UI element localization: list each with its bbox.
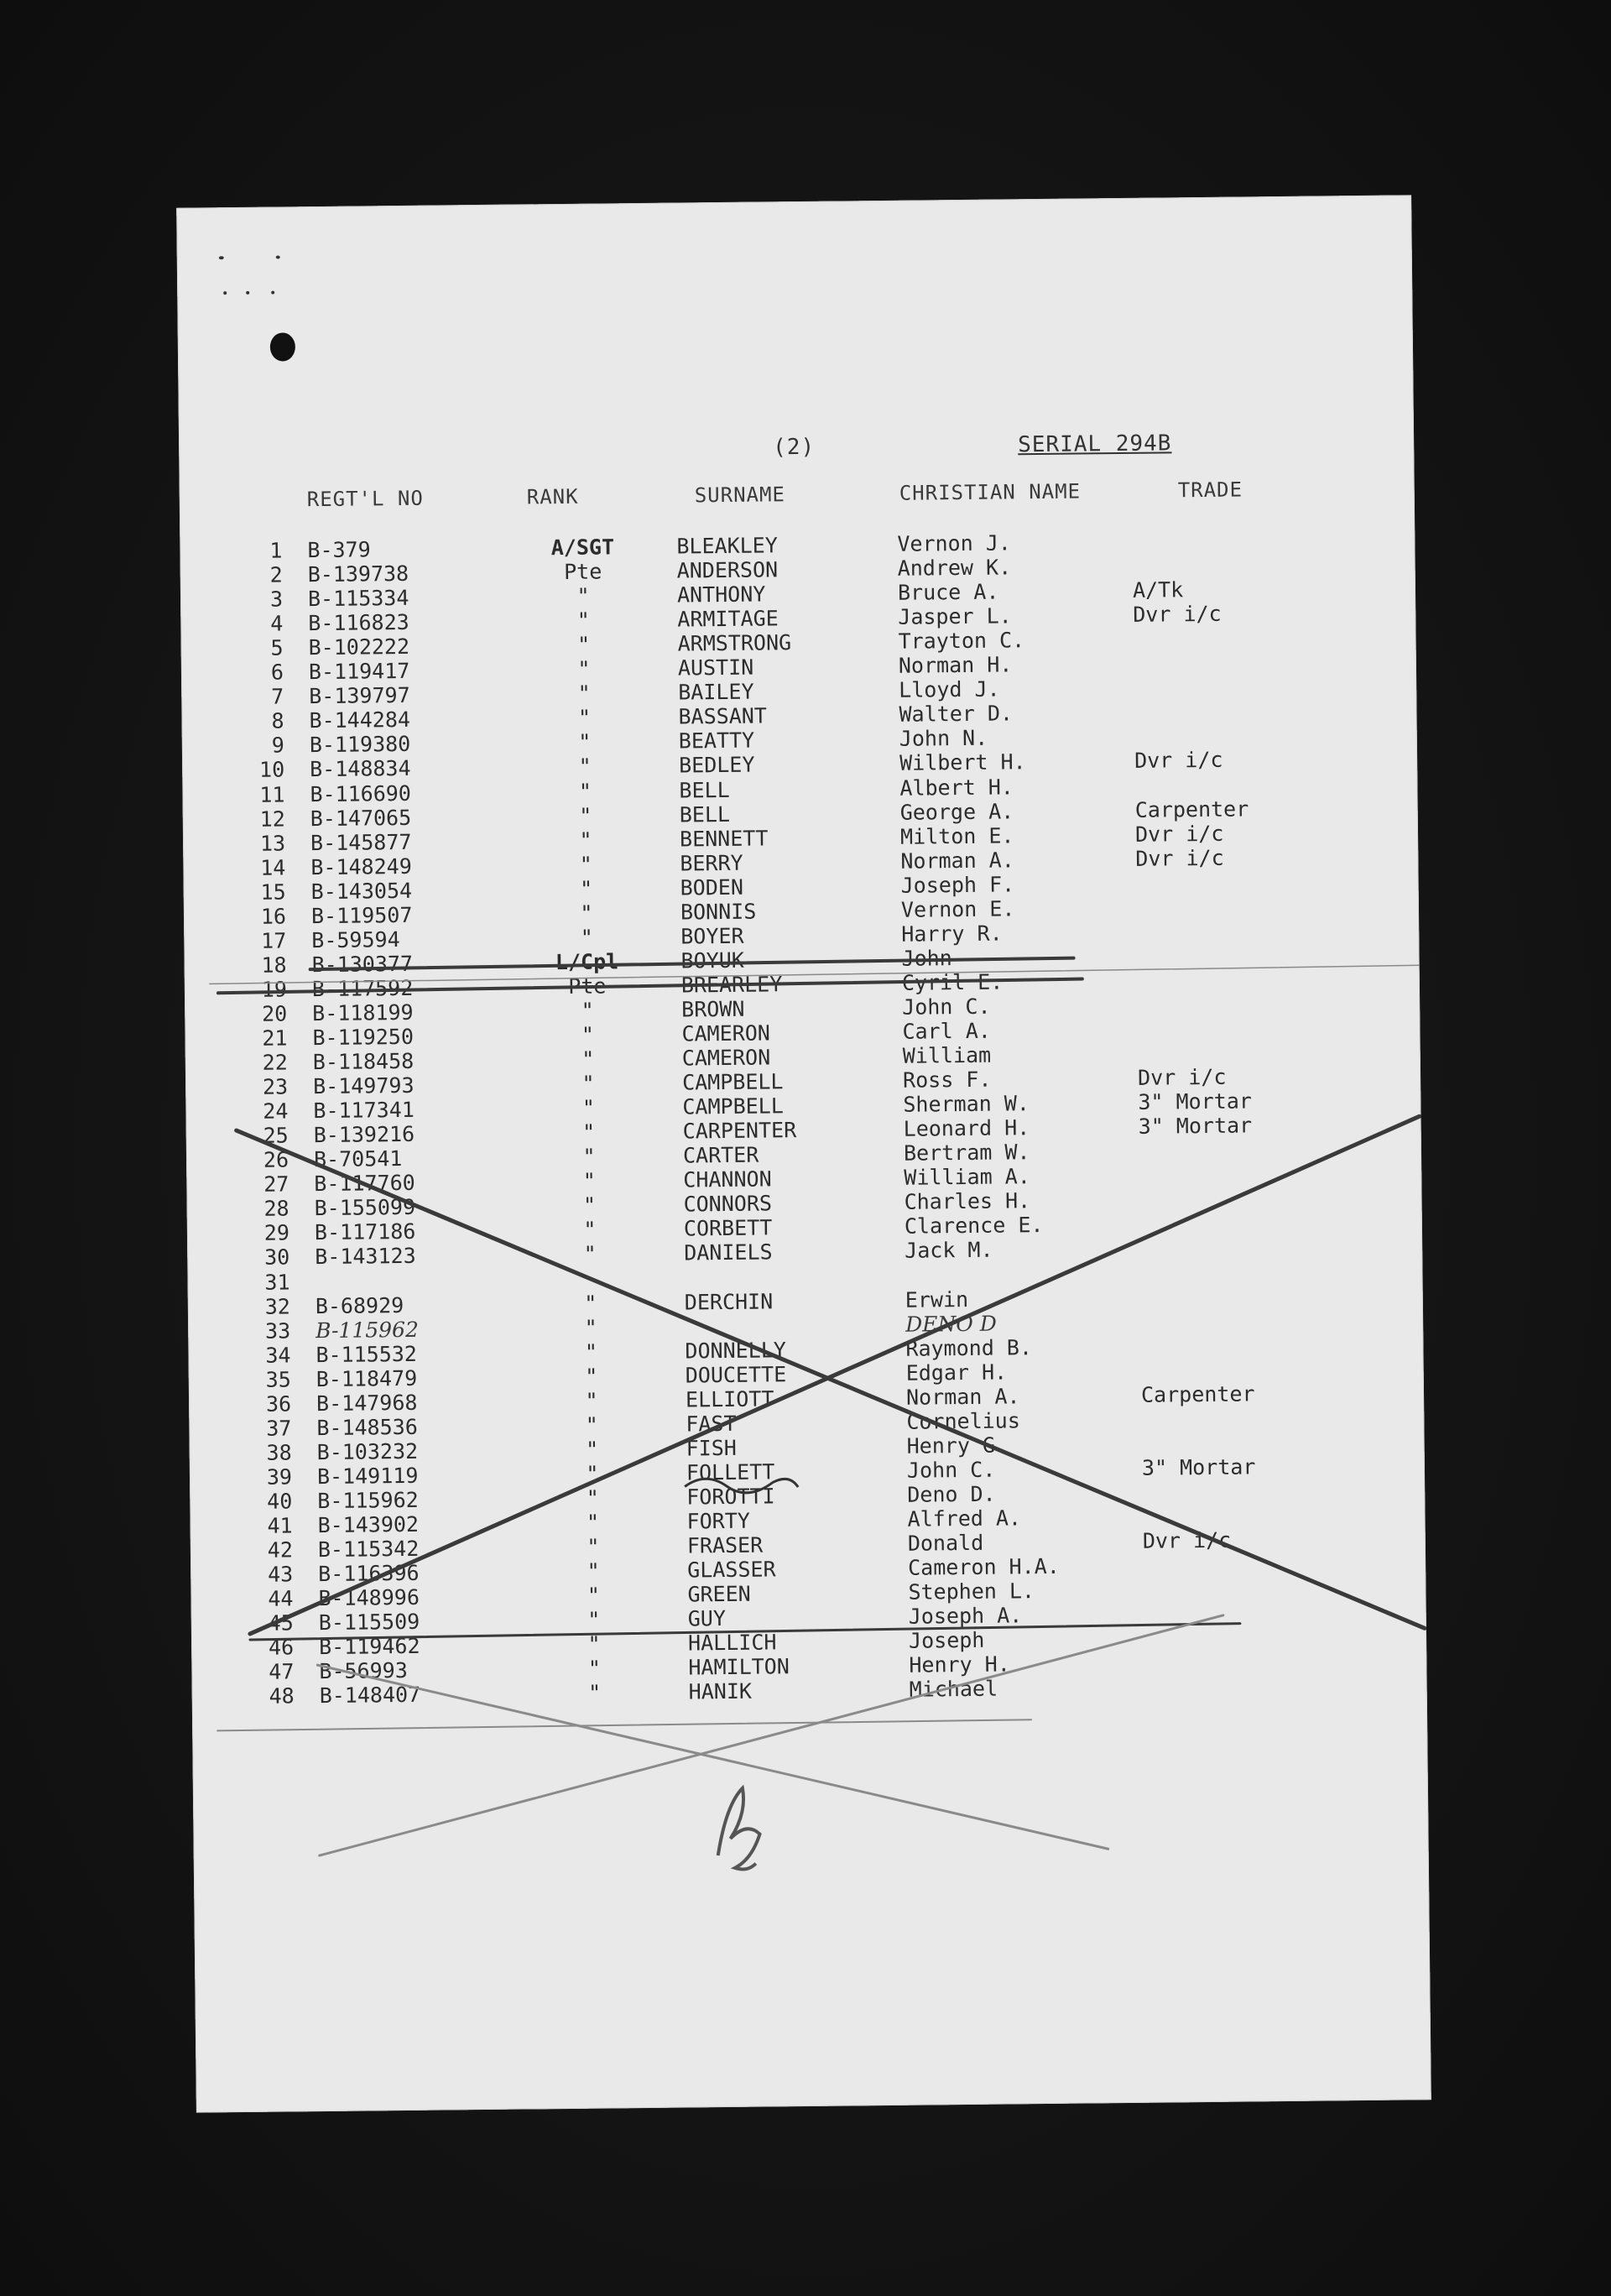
column-header-christian-name: CHRISTIAN NAME (899, 479, 1082, 505)
surname-cell: BONNIS (680, 899, 757, 925)
regt-no-cell: B-139797 (309, 683, 410, 709)
rank-cell: " (579, 852, 593, 877)
rank-cell: " (577, 681, 591, 707)
rank-cell: " (581, 1046, 595, 1072)
rank-cell: " (581, 1071, 595, 1096)
christian-name-cell: Andrew K. (897, 555, 1012, 581)
christian-name-cell: Deno D. (907, 1481, 996, 1507)
row-number: 47 (268, 1659, 295, 1685)
trade-cell: 3" Mortar (1138, 1088, 1252, 1114)
rank-cell: " (578, 779, 592, 804)
row-number: 13 (259, 831, 286, 856)
christian-name-cell: Joseph (908, 1628, 985, 1653)
surname-cell: ANDERSON (676, 557, 779, 583)
row-number: 24 (263, 1098, 289, 1124)
rank-cell: " (581, 998, 594, 1023)
rank-cell: " (582, 1144, 596, 1170)
row-number: 30 (263, 1245, 290, 1271)
surname-cell: HAMILTON (688, 1654, 790, 1680)
rank-cell: L/Cpl (555, 949, 619, 974)
rank-cell: " (586, 1510, 600, 1535)
handwritten-initial-mark (701, 1771, 777, 1889)
row-number: 33 (264, 1318, 291, 1344)
surname-cell: CHANNON (683, 1166, 772, 1192)
christian-name-cell: Cornelius (906, 1408, 1020, 1434)
regt-no-cell: B-119417 (308, 659, 410, 685)
speck-mark (246, 291, 249, 295)
row-number: 48 (268, 1683, 295, 1709)
surname-cell: FAST (686, 1411, 737, 1437)
regt-no-cell: B-115962 (317, 1487, 419, 1514)
rank-cell: " (580, 925, 593, 950)
surname-cell: FOROTTI (686, 1484, 775, 1510)
row-number: 6 (270, 660, 284, 685)
christian-name-cell: Norman A. (900, 847, 1014, 874)
trade-cell: Carpenter (1140, 1381, 1255, 1407)
rank-cell: " (587, 1583, 601, 1608)
regt-no-cell: B-117186 (314, 1219, 416, 1245)
surname-cell: CORBETT (683, 1215, 773, 1241)
nominal-roll-table (180, 526, 1415, 1709)
christian-name-cell: John (901, 945, 952, 971)
christian-name-cell: Vernon J. (897, 530, 1012, 556)
christian-name-cell: Harry R. (901, 921, 1003, 947)
christian-name-cell: Erwin (905, 1286, 969, 1312)
surname-cell: CAMPBELL (681, 1069, 784, 1095)
rule-line (217, 1719, 1031, 1730)
christian-name-cell: John C. (906, 1457, 996, 1483)
row-number: 42 (267, 1537, 294, 1563)
surname-cell: BLEAKLEY (676, 533, 778, 559)
row-number: 5 (270, 635, 284, 660)
christian-name-cell: Michael (909, 1676, 998, 1703)
rank-cell: " (584, 1339, 598, 1365)
rank-cell: " (579, 803, 592, 828)
rank-cell: " (576, 632, 591, 657)
surname-cell: GLASSER (687, 1557, 776, 1583)
regt-no-cell: B-148834 (310, 756, 411, 782)
row-number: 29 (263, 1220, 290, 1246)
row-number: 44 (268, 1586, 294, 1611)
rank-cell: " (585, 1412, 599, 1438)
regt-no-cell: B-144284 (309, 707, 411, 733)
column-header-surname: SURNAME (694, 483, 786, 508)
surname-cell: BAILEY (678, 679, 754, 705)
rank-cell: " (581, 1022, 595, 1047)
christian-name-cell: Cyril E. (901, 969, 1004, 995)
regt-no-cell: B-143902 (317, 1511, 420, 1538)
rank-cell: " (587, 1534, 600, 1559)
christian-name-cell: George A. (899, 798, 1014, 825)
row-number: 22 (262, 1050, 288, 1075)
christian-name-cell: John C. (902, 994, 991, 1020)
regt-no-cell: B-119462 (318, 1634, 420, 1660)
row-number: 3 (269, 587, 284, 612)
rank-cell: Pte (563, 559, 602, 585)
christian-name-cell: Alfred A. (907, 1505, 1022, 1532)
surname-cell: AUSTIN (677, 655, 754, 681)
row-number: 17 (261, 928, 287, 953)
surname-cell: BEATTY (678, 728, 755, 754)
regt-no-cell: B-119507 (310, 902, 413, 928)
regt-no-cell: B-155099 (314, 1195, 416, 1221)
trade-cell: Dvr i/c (1133, 601, 1222, 627)
regt-no-cell: B-102222 (308, 634, 410, 660)
regt-no-cell: B-115532 (315, 1341, 418, 1367)
surname-cell: ARMSTRONG (677, 630, 792, 656)
row-number: 12 (259, 806, 285, 832)
christian-name-cell: Lloyd J. (899, 676, 1000, 703)
trade-cell: Dvr i/c (1142, 1527, 1232, 1553)
row-number: 41 (267, 1513, 293, 1538)
regt-no-cell: B-118479 (315, 1365, 418, 1391)
christian-name-cell: Raymond B. (905, 1334, 1033, 1361)
surname-cell: CAMERON (681, 1020, 771, 1046)
row-number: 28 (263, 1196, 289, 1222)
surname-cell: DANIELS (684, 1239, 773, 1265)
row-number: 43 (267, 1562, 294, 1587)
surname-cell: CAMERON (681, 1045, 771, 1071)
surname-cell: BOYER (680, 923, 744, 949)
row-number: 21 (262, 1025, 288, 1051)
regt-no-cell: B-59594 (311, 926, 400, 952)
row-number: 26 (263, 1147, 289, 1172)
christian-name-cell: Albert H. (899, 774, 1014, 801)
christian-name-cell: DENO D (905, 1311, 997, 1337)
regt-no-cell: B-117760 (314, 1171, 415, 1197)
regt-no-cell: B-147065 (310, 805, 412, 831)
rank-cell: " (579, 827, 592, 853)
surname-cell: DOUCETTE (685, 1361, 787, 1388)
regt-no-cell: B-116396 (318, 1560, 420, 1587)
surname-cell: BASSANT (678, 703, 768, 729)
surname-cell: BENNETT (679, 826, 769, 852)
surname-cell: BERRY (680, 850, 743, 876)
document-page (176, 195, 1431, 2112)
regt-no-cell: B-139738 (307, 561, 409, 587)
regt-no-cell: B-130377 (311, 951, 414, 977)
row-number: 4 (270, 611, 284, 636)
column-header-trade: TRADE (1177, 477, 1243, 503)
regt-no-cell: B-139216 (313, 1122, 415, 1148)
row-number: 38 (266, 1440, 292, 1465)
speck-mark (223, 291, 227, 295)
serial-number: SERIAL 294B (1018, 430, 1172, 458)
rank-cell: " (581, 1095, 596, 1120)
christian-name-cell: Vernon E. (900, 896, 1015, 922)
regt-no-cell: B-115342 (317, 1536, 420, 1563)
christian-name-cell: Charles H. (904, 1188, 1031, 1215)
regt-no-cell: B-149119 (316, 1463, 419, 1489)
surname-cell: CONNORS (683, 1191, 773, 1217)
regt-no-cell: B-119380 (309, 732, 411, 758)
christian-name-cell: Clarence E. (904, 1213, 1044, 1239)
row-number: 45 (268, 1610, 294, 1636)
speck-mark (271, 291, 274, 295)
row-number: 8 (271, 708, 284, 733)
christian-name-cell: Jasper L. (898, 603, 1012, 629)
row-number: 1 (269, 538, 283, 563)
row-number: 14 (260, 855, 286, 880)
rank-cell: " (577, 705, 592, 731)
trade-cell: 3" Mortar (1141, 1454, 1256, 1480)
regt-no-cell: B-143054 (310, 878, 413, 904)
regt-no-cell: B-118458 (312, 1048, 414, 1075)
christian-name-cell: Bertram W. (903, 1140, 1030, 1166)
rank-cell: " (582, 1192, 597, 1218)
surname-cell: FRASER (686, 1532, 764, 1558)
row-number: 36 (265, 1391, 292, 1417)
row-number: 11 (259, 781, 285, 807)
christian-name-cell: Stephen L. (908, 1578, 1035, 1605)
regt-no-cell: B-145877 (310, 829, 412, 855)
regt-no-cell: B-148996 (318, 1584, 420, 1611)
rank-cell: " (584, 1315, 597, 1340)
rank-cell: " (585, 1437, 599, 1462)
speck-mark (219, 256, 224, 259)
surname-cell: ARMITAGE (677, 606, 779, 632)
rank-cell: " (584, 1291, 597, 1316)
row-number: 31 (264, 1269, 290, 1295)
regt-no-cell: B-117592 (311, 975, 414, 1002)
rank-cell: " (588, 1680, 602, 1706)
christian-name-cell: Carl A. (902, 1018, 991, 1044)
surname-cell: ELLIOTT (685, 1386, 774, 1412)
christian-name-cell: Trayton C. (898, 628, 1025, 654)
christian-name-cell: William (902, 1042, 992, 1068)
rank-cell: " (578, 754, 592, 780)
surname-cell: BROWN (681, 996, 745, 1022)
regt-no-cell: B-119250 (312, 1024, 414, 1051)
row-number: 10 (258, 757, 285, 783)
surname-cell: CARPENTER (682, 1118, 797, 1144)
trade-cell: A/Tk (1132, 577, 1184, 603)
row-number: 35 (265, 1367, 291, 1392)
rank-cell: " (582, 1168, 597, 1194)
surname-cell: HALLICH (687, 1630, 777, 1656)
row-number: 19 (261, 977, 288, 1002)
rank-cell: " (576, 583, 590, 608)
row-number: 46 (268, 1635, 295, 1660)
trade-cell: Dvr i/c (1137, 1064, 1227, 1090)
regt-no-cell: B-115962 (315, 1317, 420, 1343)
rank-cell: " (586, 1485, 599, 1511)
surname-cell: FORTY (686, 1508, 750, 1534)
christian-name-cell: Ross F. (902, 1067, 992, 1093)
row-number: 32 (264, 1293, 291, 1319)
christian-name-cell: Wilbert H. (899, 749, 1026, 776)
regt-no-cell: B-147968 (315, 1390, 418, 1416)
regt-no-cell: B-116823 (308, 610, 409, 636)
row-number: 9 (271, 733, 285, 759)
regt-no-cell: B-117341 (313, 1097, 414, 1124)
surname-cell: BEDLEY (678, 753, 755, 778)
christian-name-cell: Milton E. (899, 822, 1014, 849)
christian-name-cell: Edgar H. (905, 1359, 1008, 1385)
christian-name-cell: Henry G. (906, 1432, 1009, 1458)
surname-cell: DONNELLY (685, 1337, 787, 1364)
christian-name-cell: Henry H. (909, 1652, 1010, 1678)
christian-name-cell: Joseph A. (908, 1603, 1023, 1629)
surname-cell: HANIK (688, 1679, 753, 1704)
regt-no-cell: B-148407 (319, 1683, 421, 1709)
rank-cell: " (587, 1631, 601, 1657)
christian-name-cell: Norman A. (905, 1384, 1020, 1410)
rank-cell: " (583, 1242, 597, 1267)
christian-name-cell: Bruce A. (897, 579, 999, 605)
regt-no-cell: B-148249 (310, 853, 412, 879)
regt-no-cell: B-143123 (315, 1244, 416, 1270)
regt-no-cell: B-115509 (318, 1610, 420, 1636)
column-header-rank: RANK (526, 484, 579, 509)
rank-cell: " (576, 608, 591, 633)
row-number: 27 (263, 1171, 289, 1198)
row-number: 18 (261, 952, 287, 978)
regt-no-cell: B-118199 (312, 999, 414, 1026)
row-number: 34 (265, 1343, 291, 1368)
christian-name-cell: Walter D. (899, 701, 1014, 728)
christian-name-cell: Norman H. (898, 652, 1013, 679)
surname-cell: GREEN (687, 1581, 751, 1607)
surname-cell: BELL (679, 777, 730, 803)
surname-cell: BELL (679, 801, 731, 827)
row-number: 37 (266, 1416, 292, 1441)
rank-cell: " (587, 1558, 600, 1584)
row-number: 23 (262, 1074, 289, 1099)
rank-cell: A/SGT (550, 535, 615, 561)
row-number: 15 (260, 879, 286, 905)
surname-cell: GUY (687, 1606, 727, 1631)
row-number: 25 (263, 1123, 289, 1148)
row-number: 40 (267, 1489, 293, 1514)
regt-no-cell: B-70541 (313, 1146, 403, 1172)
surname-cell: BODEN (680, 874, 744, 900)
trade-cell: 3" Mortar (1138, 1113, 1253, 1140)
column-header-regt-no: REGT'L NO (306, 486, 424, 512)
rank-cell: " (586, 1461, 599, 1486)
regt-no-cell: B-68929 (315, 1292, 404, 1318)
christian-name-cell: John N. (899, 726, 988, 752)
regt-no-cell: B-103232 (316, 1438, 419, 1464)
christian-name-cell: William A. (904, 1164, 1030, 1191)
rank-cell: " (585, 1388, 598, 1413)
surname-cell: BOYUK (680, 947, 744, 973)
surname-cell: BREARLEY (680, 972, 783, 998)
rank-cell: " (582, 1119, 596, 1145)
row-number: 2 (269, 562, 283, 587)
rank-cell: " (577, 656, 591, 682)
row-number: 20 (261, 1001, 288, 1026)
speck-mark (276, 255, 280, 258)
rank-cell: " (587, 1656, 602, 1682)
surname-cell: DERCHIN (684, 1288, 774, 1315)
christian-name-cell: Sherman W. (903, 1091, 1030, 1117)
christian-name-cell: Leonard H. (903, 1115, 1030, 1141)
surname-cell: CARTER (682, 1142, 759, 1168)
surname-cell: FOLLETT (686, 1459, 775, 1485)
regt-no-cell: B-149793 (312, 1072, 414, 1099)
rank-cell: " (583, 1217, 597, 1243)
christian-name-cell: Jack M. (905, 1238, 993, 1264)
regt-no-cell: B-115334 (307, 585, 409, 612)
rank-cell: " (578, 730, 592, 755)
surname-cell: ANTHONY (676, 582, 766, 608)
rank-cell: " (579, 876, 593, 901)
regt-no-cell: B-116690 (310, 780, 412, 806)
surname-cell: CAMPBELL (682, 1093, 784, 1119)
christian-name-cell: Cameron H.A. (908, 1553, 1060, 1580)
christian-name-cell: Donald (907, 1530, 984, 1556)
rank-cell: " (580, 900, 593, 926)
rank-cell: " (585, 1364, 598, 1389)
trade-cell: Dvr i/c (1135, 845, 1224, 871)
row-number: 7 (271, 684, 284, 709)
punch-hole-mark (270, 332, 295, 361)
row-number: 16 (260, 904, 287, 929)
surname-cell: FISH (686, 1435, 738, 1461)
row-number: 39 (266, 1464, 293, 1490)
rank-cell: " (587, 1607, 601, 1632)
trade-cell: Carpenter (1134, 796, 1249, 822)
page-number: (2) (773, 434, 816, 461)
trade-cell: Dvr i/c (1134, 821, 1224, 847)
rank-cell: Pte (568, 973, 607, 999)
trade-cell: Dvr i/c (1134, 748, 1223, 774)
christian-name-cell: Joseph F. (900, 872, 1015, 898)
regt-no-cell: B-148536 (316, 1414, 418, 1440)
regt-no-cell: B-379 (307, 537, 371, 563)
page-inner (176, 195, 1431, 2112)
regt-no-cell: B-56993 (319, 1658, 408, 1684)
